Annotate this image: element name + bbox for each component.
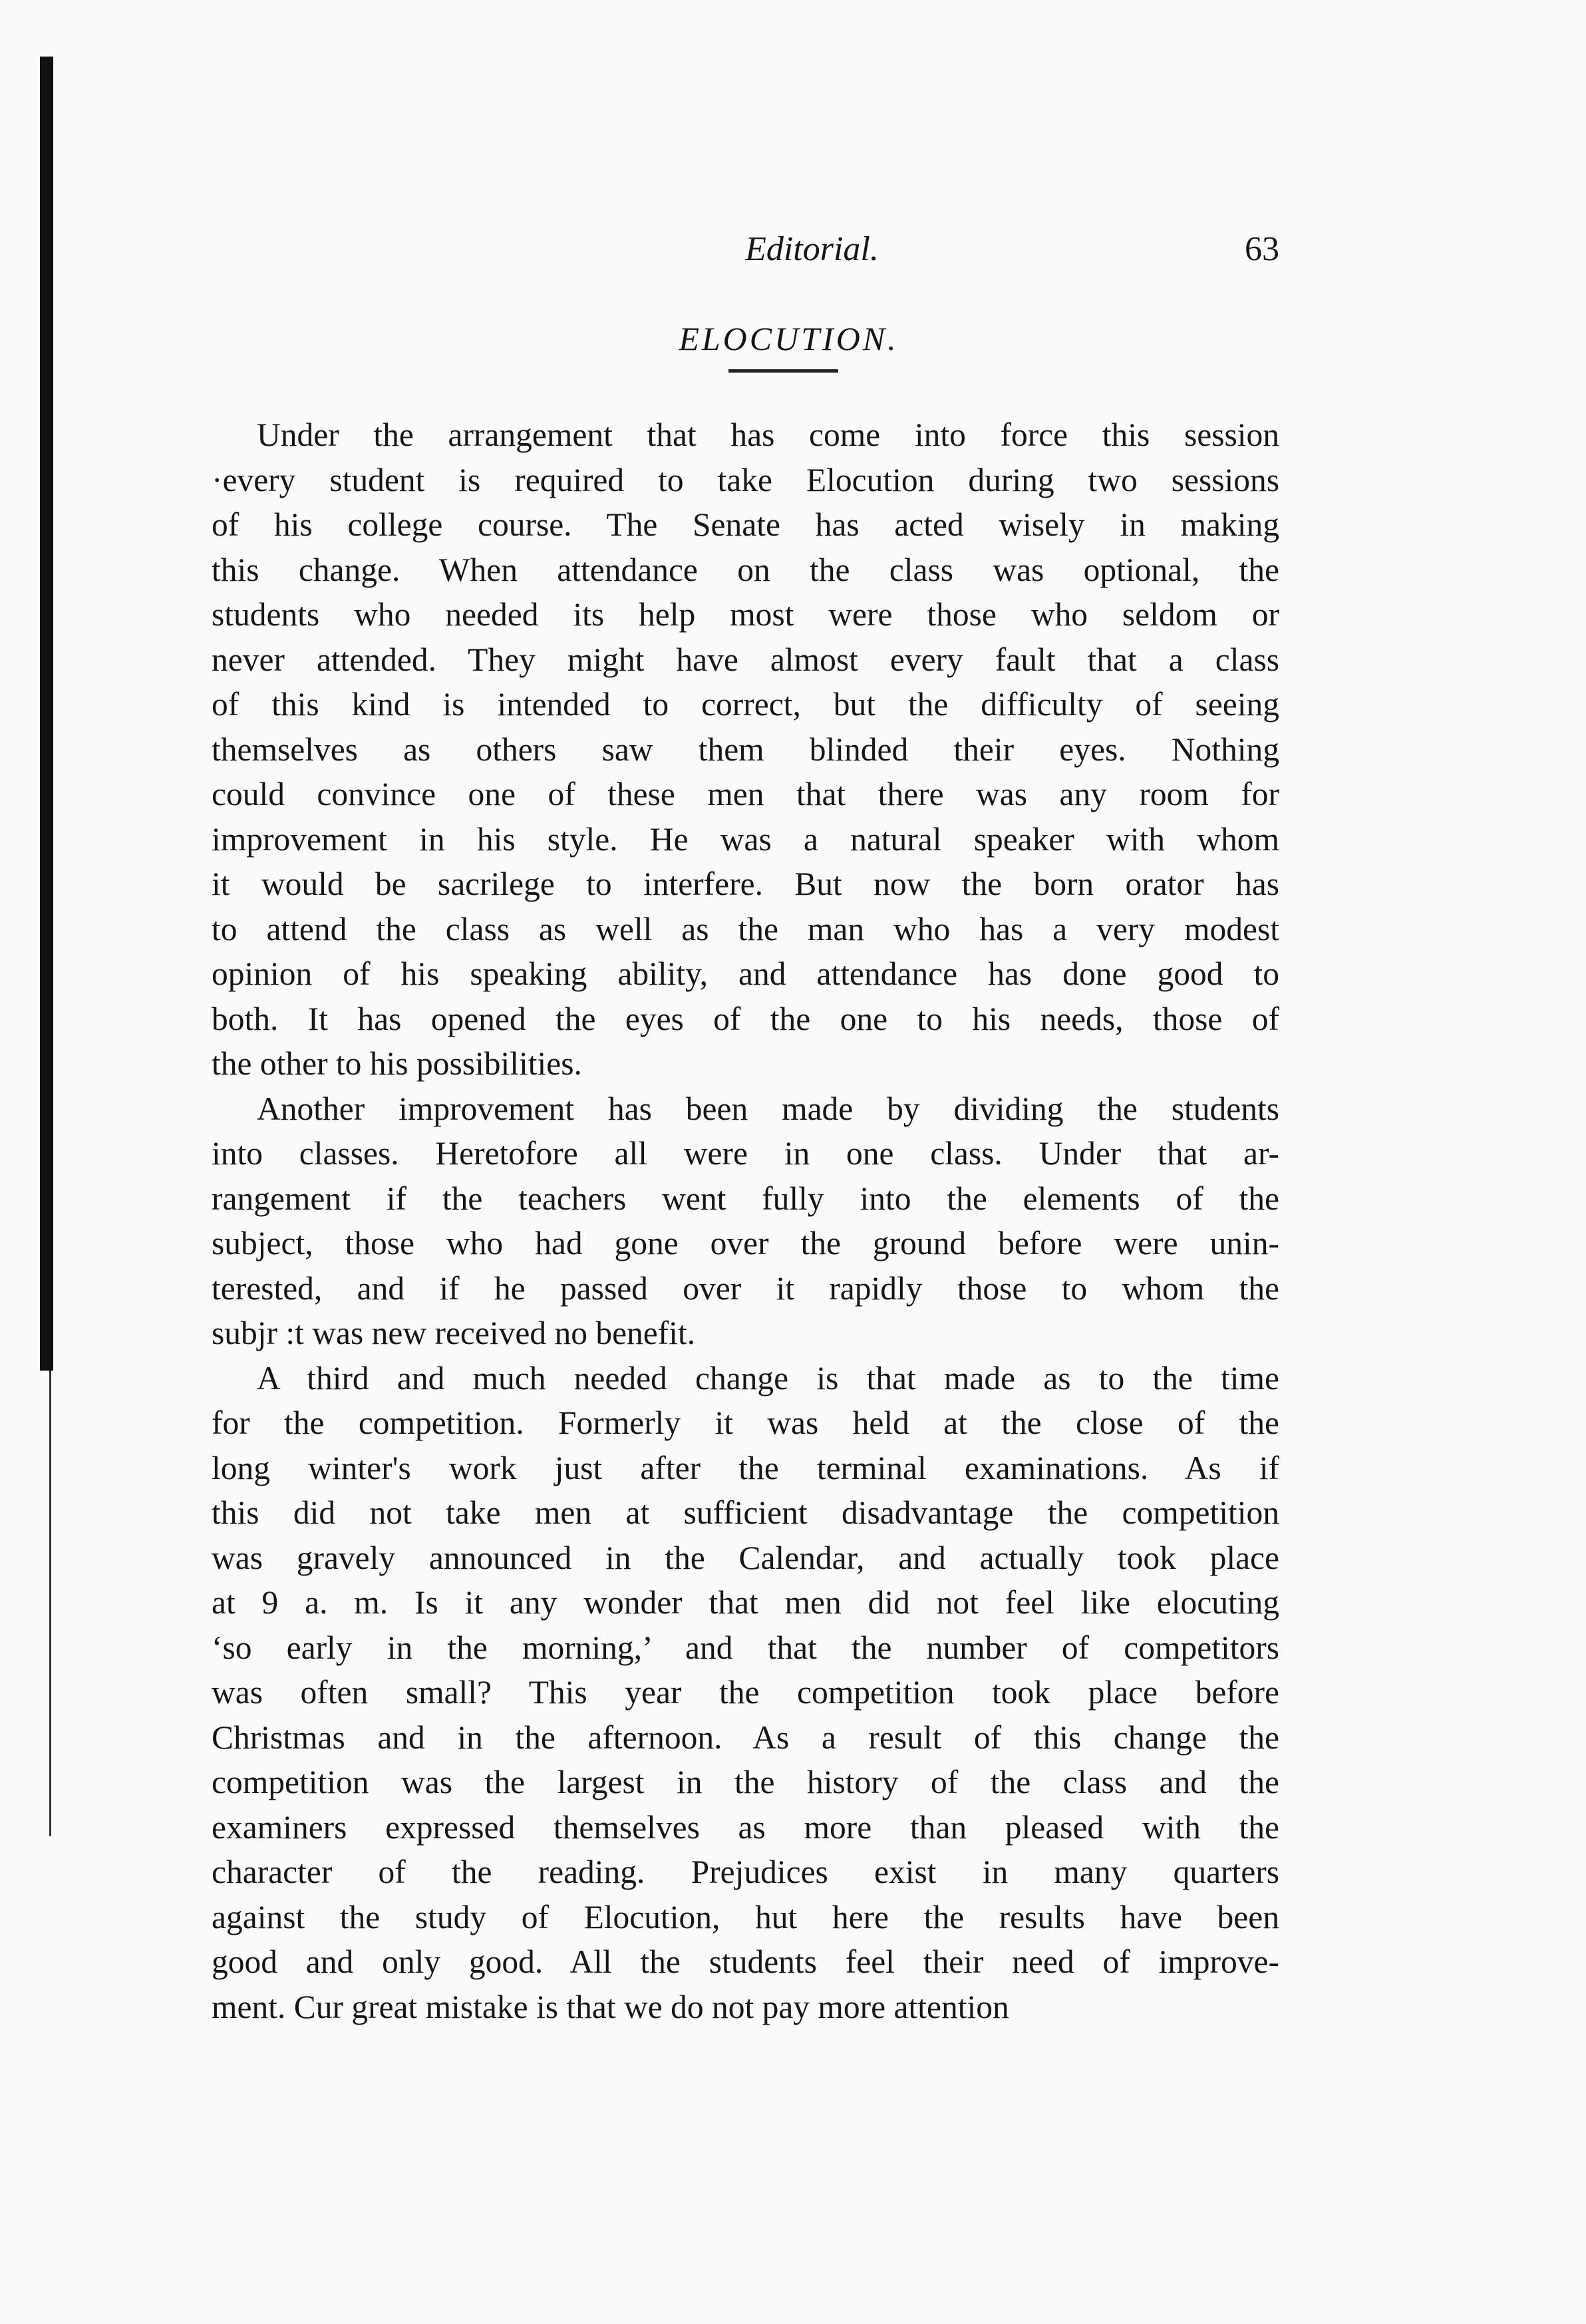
text-line: never attended. They might have almost every fault that a class <box>212 641 1279 678</box>
text-line: students who needed its help most were those who seldom or <box>212 596 1279 633</box>
text-line: Another improvement has been made by dividing the students <box>257 1090 1279 1127</box>
text-line: to attend the class as well as the man who has a very modest <box>212 910 1279 947</box>
text-line: this did not take men at sufficient disadvantage the competition <box>212 1494 1279 1531</box>
text-line: competition was the largest in the history of the class and the <box>212 1764 1279 1800</box>
text-line: A third and much needed change is that made as to the time <box>257 1359 1279 1397</box>
binding-edge-line <box>49 1371 51 1836</box>
text-line: into classes. Heretofore all were in one class. Under that ar- <box>212 1135 1279 1172</box>
text-line: ‘so early in the morning,’ and that the number of competitors <box>212 1629 1279 1666</box>
text-line: ·every student is required to take Elocution during two sessions <box>212 461 1279 498</box>
text-line: subject, those who had gone over the ground before were unin- <box>212 1225 1279 1261</box>
text-line: subjr :t was new received no benefit. <box>212 1315 696 1351</box>
page-header <box>251 223 1279 276</box>
text-line: long winter's work just after the terminal examinations. As if <box>212 1449 1279 1486</box>
text-line: examiners expressed themselves as more than pleased with the <box>212 1808 1279 1846</box>
text-line: of this kind is intended to correct, but the difficulty of seeing <box>212 686 1279 723</box>
text-line: was often small? This year the competition took place before <box>212 1674 1279 1711</box>
text-line: ment. Cur great mistake is that we do not pay more attention <box>212 1988 1009 2025</box>
text-line: character of the reading. Prejudices exist in many quarters <box>212 1854 1279 1890</box>
text-line: good and only good. All the students feel their need of improve- <box>212 1943 1279 1980</box>
paragraph <box>212 413 1279 1086</box>
running-title: Editorial. <box>745 230 879 268</box>
page-number: 63 <box>1245 230 1279 268</box>
text-line: improvement in his style. He was a natural speaker with whom <box>212 820 1279 858</box>
text-line: both. It has opened the eyes of the one to his needs, those of <box>212 1000 1279 1037</box>
text-line: was gravely announced in the Calendar, and actually took place <box>212 1539 1279 1576</box>
text-line: against the study of Elocution, hut here the results have been <box>212 1898 1279 1935</box>
text-line: at 9 a. m. Is it any wonder that men did not feel like elocuting <box>212 1584 1279 1621</box>
text-line: it would be sacrilege to interfere. But now the born orator has <box>212 866 1279 902</box>
text-line: themselves as others saw them blinded their eyes. Nothing <box>212 731 1279 768</box>
paragraph <box>212 1356 1279 2030</box>
section-title: ELOCUTION. <box>679 320 899 357</box>
text-line: the other to his possibilities. <box>212 1045 582 1082</box>
text-line: for the competition. Formerly it was held at the close of the <box>212 1405 1279 1441</box>
text-line: opinion of his speaking ability, and attendance has done good to <box>212 955 1279 992</box>
paragraph <box>212 1086 1279 1356</box>
binding-edge-shadow <box>40 57 53 1371</box>
text-line: could convince one of these men that there was any room for <box>212 776 1279 812</box>
text-line: rangement if the teachers went fully into the elements of the <box>212 1180 1279 1217</box>
text-line: Under the arrangement that has come into force this session <box>257 416 1279 453</box>
text-line: Christmas and in the afternoon. As a result of this change the <box>212 1719 1279 1756</box>
text-line: terested, and if he passed over it rapidly those to whom the <box>212 1269 1279 1307</box>
text-line: this change. When attendance on the class was optional, the <box>212 551 1279 588</box>
text-line: of his college course. The Senate has acted wisely in making <box>212 506 1279 543</box>
article-body <box>212 413 1279 2029</box>
title-rule <box>728 369 838 373</box>
